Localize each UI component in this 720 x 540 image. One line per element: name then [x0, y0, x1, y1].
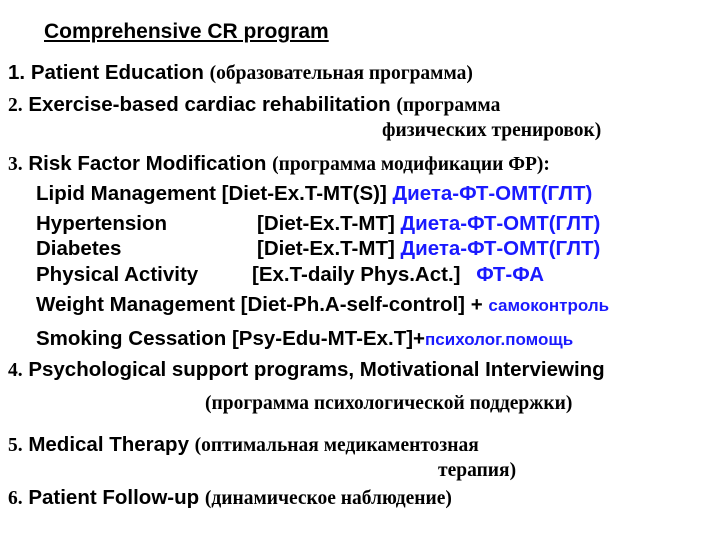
item-ru-continuation: терапия) [438, 460, 517, 481]
sub-name: Lipid Management [36, 182, 216, 205]
item-ru: (оптимальная медикаментозная [194, 435, 479, 456]
item-number: 4. [8, 360, 23, 381]
sub-ru: Диета-ФТ-ОМТ(ГЛТ) [400, 212, 601, 235]
sub-code: [Psy-Edu-MT-Ex.T]+ [231, 327, 426, 350]
sub-ru: психолог.помощь [425, 330, 574, 349]
item-ru: (программа [396, 95, 501, 116]
sub-code: [Diet-Ex.T-MT] [257, 237, 395, 260]
item-text: Medical Therapy [28, 433, 189, 456]
item-patient-education [8, 61, 473, 86]
sub-ru: Диета-ФТ-ОМТ(ГЛТ) [392, 182, 593, 205]
sub-diabetes [36, 237, 121, 261]
sub-ru: самоконтроль [488, 296, 610, 315]
sub-physical-activity-code [252, 263, 544, 287]
item-ru: (программа модификации ФР): [272, 154, 550, 175]
sub-weight-management [36, 293, 609, 318]
item-ru-continuation: (программа психологической поддержки) [205, 393, 573, 414]
sub-smoking-cessation [36, 327, 573, 352]
sub-name: Smoking Cessation [36, 327, 227, 350]
item-number: 5. [8, 435, 23, 456]
sub-code: [Diet-Ex.T-MT(S)] [221, 182, 387, 205]
item-psych-support [8, 358, 605, 383]
item-number: 2. [8, 95, 23, 116]
sub-physical-activity [36, 263, 198, 287]
item-number: 3. [8, 154, 23, 175]
sub-diabetes-code [257, 237, 600, 261]
sub-ru: Диета-ФТ-ОМТ(ГЛТ) [400, 237, 601, 260]
sub-name: Physical Activity [36, 263, 199, 286]
sub-name: Hypertension [36, 212, 167, 235]
page-title: Comprehensive CR program [44, 20, 329, 43]
item-number: 6. [8, 488, 23, 509]
item-exercise-rehab [8, 93, 500, 118]
item-text: Patient Education [30, 61, 204, 84]
sub-code: [Diet-Ex.T-MT] [257, 212, 395, 235]
item-follow-up [8, 486, 452, 511]
sub-code: [Diet-Ph.A-self-control] + [240, 293, 483, 316]
item-text: Patient Follow-up [28, 486, 200, 509]
sub-ru: ФТ-ФА [476, 263, 545, 286]
item-text: Risk Factor Modification [28, 152, 267, 175]
item-text: Exercise-based cardiac rehabilitation [28, 93, 391, 116]
item-risk-factor [8, 152, 550, 177]
item-number: 1. [8, 61, 26, 84]
item-ru: (динамическое наблюдение) [204, 488, 452, 509]
sub-name: Diabetes [36, 237, 122, 260]
sub-name: Weight Management [36, 293, 235, 316]
sub-code: [Ex.T-daily Phys.Act.] [252, 263, 461, 286]
item-ru: (образовательная программа) [209, 63, 473, 84]
sub-lipid [36, 182, 592, 206]
item-medical-therapy [8, 433, 479, 458]
sub-hypertension [36, 212, 167, 236]
sub-hypertension-code [257, 212, 600, 236]
item-ru-continuation: физических тренировок) [382, 120, 602, 141]
item-text: Psychological support programs, Motivational Interviewing [28, 358, 605, 381]
